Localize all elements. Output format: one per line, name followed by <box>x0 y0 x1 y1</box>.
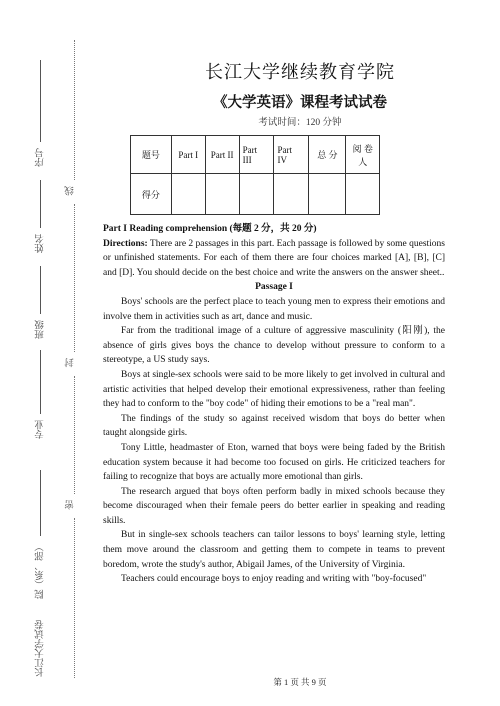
university-title: 长江大学继续教育学院 <box>205 62 395 82</box>
seal-line-dashes-mid <box>74 204 75 352</box>
paragraph: Boys at single-sex schools were said to be more likely to get involved in cultural and artistic activities that helped develop their emotional expressiveness, rather than feeling they had to conform to the "boy code" of hiding their emotions to be a "real man". <box>103 369 445 410</box>
paragraph: Tony Little, headmaster of Eton, warned that boys were being faded by the British education system because it had become too focused on girls. He criticized teachers for failing to recognize that boys are actually more emotional than girls. <box>103 442 445 483</box>
exam-time: 考试时间：120 分钟 <box>258 118 342 128</box>
paragraph: Boys' schools are the perfect place to teach young men to express their emotions and involve them in activities such as art, dance and music. <box>103 296 445 322</box>
seal-line-dashes-lower <box>74 376 75 494</box>
seal-line-char: 线 <box>66 186 76 196</box>
header-grader-line1: 阅 卷 <box>352 143 373 154</box>
seal-line-dashes-bottom <box>74 518 75 678</box>
header-part4-line2: IV <box>277 154 287 165</box>
score-cell-part4 <box>274 174 309 215</box>
score-table-header-row <box>131 136 380 174</box>
student-id-underline <box>40 60 41 142</box>
row-label-score: 得分 <box>131 174 172 215</box>
binding-margin <box>0 0 100 706</box>
header-part3-line2: III <box>242 154 252 165</box>
score-table-score-row <box>131 174 380 215</box>
score-cell-part2 <box>205 174 239 215</box>
paragraph: The research argued that boys often perform badly in mixed schools because they become discouraged when their female peers do better earlier in speaking and reading skills. <box>103 486 445 526</box>
directions <box>103 237 445 281</box>
paragraph: Far from the traditional image of a culture of aggressive masculinity (阳刚), the absence of girls gives boys the chance to develop without pressure to conform to a stereotype, a US study says. <box>103 326 445 366</box>
page-footer: 第 1 页 共 9 页 <box>273 677 327 687</box>
directions-text: There are 2 passages in this part. Each passage is followed by some questions or unfinished statements. For each of them there are four choices marked [A], [B], [C] and [D]. You should decide on the best choice and write the answers on the answer sheet.. <box>103 238 445 278</box>
name-underline <box>40 180 41 228</box>
header-part3-line1: Part <box>242 144 258 155</box>
paragraph: But in single-sex schools teachers can tailor lessons to boys' learning style, letting them move around the classroom and getting them to compete in teams to prevent boredom, wrote the study's author, Abigail James, of the University of Virginia. <box>103 530 445 570</box>
major-underline <box>40 350 41 414</box>
header-part3 <box>239 136 274 174</box>
header-total: 总 分 <box>309 136 346 174</box>
seal-close-char: 密 <box>66 500 76 510</box>
score-table <box>130 135 380 215</box>
section-heading: Part I Reading comprehension (每题 2 分，共 20 分) <box>103 224 317 234</box>
seal-line-dashes-top <box>74 40 75 180</box>
header-part4 <box>274 136 309 174</box>
department-label: 院（系、部） <box>36 542 46 599</box>
score-cell-total <box>309 174 346 215</box>
paragraph: Teachers could encourage boys to enjoy reading and writing with "boy-focused" <box>121 574 427 585</box>
seal-seal-char: 封 <box>66 358 76 368</box>
class-label: 班级 <box>36 320 46 339</box>
class-underline <box>40 266 41 314</box>
student-id-label: 序号 <box>36 148 46 167</box>
exam-title: 《大学英语》课程考试试卷 <box>213 95 387 111</box>
passage-title: Passage I <box>255 282 293 293</box>
directions-label: Directions: <box>103 238 148 249</box>
header-grader-line2: 人 <box>358 156 368 167</box>
paragraph: The findings of the study so against received wisdom that boys do better when taught alongside girls. <box>103 413 445 439</box>
score-cell-part1 <box>171 174 205 215</box>
paper-mark-label: 长江大学试卷 <box>36 620 46 677</box>
exam-content <box>103 222 445 587</box>
score-cell-grader <box>346 174 380 215</box>
header-item: 题号 <box>131 136 172 174</box>
score-cell-part3 <box>239 174 274 215</box>
name-label: 姓名 <box>36 234 46 253</box>
department-underline <box>40 470 41 536</box>
header-part1: Part I <box>171 136 205 174</box>
header-part4-line1: Part <box>277 144 292 155</box>
header-part2: Part II <box>205 136 239 174</box>
header-grader <box>346 136 380 174</box>
major-label: 专业 <box>36 420 46 439</box>
